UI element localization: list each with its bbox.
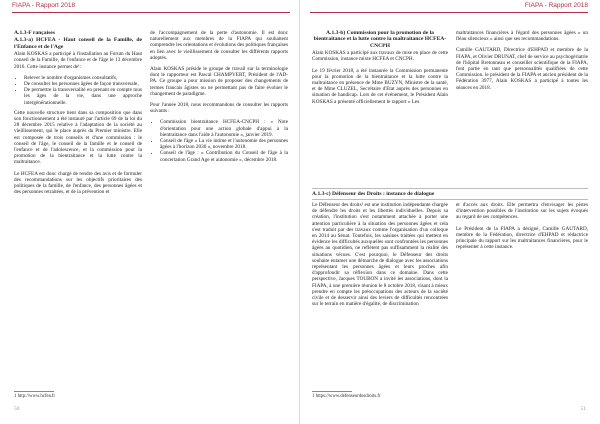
list-item: • De consulter les personnes âgées de façon transversale, bbox=[24, 81, 142, 87]
section-heading-hcfea: A.1.3-a) HCFEA - Haut conseil de la Famille, de l'Enfance et de l'Age bbox=[14, 37, 142, 50]
right-column-2-bottom bbox=[456, 202, 588, 255]
page-number-left: 50 bbox=[14, 406, 20, 412]
paragraph: et d'accès aux droits. Elle permettra d'envisager les pistes d'intervention possibles de l'institution sur les sujets évoqués au regard de ses compétences. bbox=[456, 202, 588, 221]
right-column-1-bottom bbox=[312, 202, 448, 312]
bullet-list bbox=[14, 75, 142, 106]
right-header-rule bbox=[310, 12, 588, 13]
paragraph: Le 19 février 2018, a été instaurée la Commission permanente pour la promotion de la bientraitance et la lutte contre la maltraitance en présence de Mme BUZYN, Ministre de la santé, et de Mme CLUZEL, Secrétaire d'Etat auprès des personnes en situation de handicap. Lors de cet événement, le Président Alain KOSKAS a présenté officiellement le rapport « Les bbox=[312, 67, 448, 105]
footnote-rule bbox=[312, 391, 352, 392]
list-item: • Relever le nombre d'organismes consultatifs, bbox=[24, 75, 142, 81]
paragraph: Camille GAUTARD, Directrice d'EHPAD et membre de la FIAPA, et Olivier DRUNAT, chef de service au psychogériatrie de l'hôpital Bretonneau et conseiller scientifique de la FIAPA, font partie en tant que personnalités qualifiées de cette Commission. le président de la FIAPA et ancien président de la Fédération 3977, Alain KOSKAS a participé à toutes les séances en 2018. bbox=[456, 47, 588, 91]
left-column-2 bbox=[150, 30, 288, 167]
right-column-2-top bbox=[456, 30, 588, 96]
left-header-rule bbox=[12, 12, 290, 13]
footnote-rule bbox=[14, 391, 54, 392]
footnote-link[interactable]: 1 https://www.defenseurdesdroits.fr bbox=[312, 394, 381, 399]
list-item: • Commission bientraitance HCFEA-CNCPH : « Note d'orientation pour une action globale d'appui à la bientraitance dans l'aide à l'autonomie », janvier 2019. bbox=[160, 119, 288, 138]
bullet-list bbox=[150, 119, 288, 162]
paragraph: Alain KOSKAS a participé aux travaux de mise en place de cette Commission, instance mixte HCFEA et CNCPH. bbox=[312, 50, 448, 63]
footnote-link[interactable]: 1 http://www.hcfea.fr bbox=[14, 394, 56, 399]
paragraph: Pour l'année 2018, nous recommandons de consulter les rapports suivants : bbox=[150, 102, 288, 115]
right-header-title: FIAPA - Rapport 2018 bbox=[524, 2, 588, 9]
paragraph: de l'accompagnement de la perte d'autonomie. Il est donc naturellement aux membres de la FIAPA qui souhaitent comprendre les orientations et évolutions des politiques françaises en lien avec le vieillissement de consulter les différents rapports adoptés. bbox=[150, 30, 288, 61]
section-heading-defenseur: A.1.3-c) Défenseur des Droits : instance de dialogue bbox=[312, 188, 588, 200]
list-item: • Conseil de l'âge : « Contribution du Conseil de l'âge à la concertation Grand Age et autonomie », décembre 2018. bbox=[160, 150, 288, 162]
right-column-1 bbox=[312, 30, 448, 110]
paragraph: Le Président de la FIAPA a désigné, Camille GAUTARD, membre de la Fédération, directrice d'EHPAD et rédactrice principale du rapport sur les maltraitances financières, pour le représenter à cette instance. bbox=[456, 225, 588, 251]
page-number-right: 51 bbox=[580, 406, 586, 412]
left-column-1 bbox=[14, 30, 142, 200]
list-item: • Conseil de l'âge « La vie intime et l'autonomie des personnes âgées à l'horizon 2030 », novembre 2018. bbox=[160, 138, 288, 150]
paragraph: Alain KOSKAS a participé à l'installation au Forum du Haut conseil de la Famille, de l'enfance et de l'âge le 13 décembre 2016. Cette instance permet de¹: bbox=[14, 51, 142, 70]
left-header-title: FIAPA - Rapport 2018 bbox=[12, 2, 76, 9]
list-item: • De permettre la transversalité en prenant en compte tous les âges de la vie, dans une approche intergénérationnelle. bbox=[24, 87, 142, 106]
section-heading-commission: A.1.3-b) Commission pour la promotion de la bientraitance et la lutte contre la maltraitance HCFEA-CNCPH bbox=[313, 30, 447, 49]
paragraph: Le HCFEA est donc chargé de rendre des avis et de formuler des recommandations sur les objectifs prioritaires des politiques de la famille, de l'enfance, des personnes âgées et des personnes retraitées, et de la prévention et bbox=[14, 170, 142, 196]
section-heading-francaises: A.1.3-F rançaises bbox=[14, 30, 55, 36]
paragraph: maltraitances financières à l'égard des personnes âgées « un fléau silencieux » ainsi que ses recommandations. bbox=[456, 30, 588, 43]
right-page bbox=[300, 0, 600, 424]
paragraph: Alain KOSKAS préside le groupe de travail sur la terminologie dont le rapporteur est Pascal CHAMPVERT, Président de l'AD-PA. Ce groupe a pour mission de proposer des changements de termes francais âgistes ou ne permettant pas de faire évoluer le changement de paradigme. bbox=[150, 66, 288, 97]
paragraph: Le Défenseur des droits¹ est une institution indépendante chargée de défendre les droits et les libertés individuelles. Depuis sa création, l'institution s'est notamment attachée à porter une attention particulière à la situation des personnes âgées et cela s'est traduit par des travaux comme l'organisation d'un colloque en 2014 au Sénat. Toutefois, les saisines traitées qui mettent en évidence les difficultés auxquelles sont confrontées les personnes âgées au quotidien, ne reflètent pas suffisamment la réalité des situations vécues. C'est pourquoi, le Défenseur des droits souhaite entamer une démarche de dialogue avec les associations représentant les personnes âgées et leurs proches afin d'approfondir sa réflexion dans ce domaine. Dans cette perspective, Jacques TOUBON a invité les associations, dont la FIAPA, à une première réunion le 8 octobre 2018, visant à mieux prendre en compte les préoccupations des acteurs de la société civile et de desservir ainsi des leviers de difficultés rencontrées sur le terrain en matière d'égalité, de discrimination bbox=[312, 202, 448, 308]
paragraph: Cette nouvelle structure tient dans sa composition que dans son fonctionnement a été instauré par l'article 69 de la loi du 28 décembre 2015 relative à l'adaptation de la société au vieillissement, qui le place auprès du Premier ministre. Elle est composée de trois conseils et d'une commission : le conseil de l'âge, le conseil de la famille et le conseil de l'enfance et de l'adolescence, et la commission pour la promotion de la bientraitance et la lutte contre la maltraitance. bbox=[14, 109, 142, 166]
